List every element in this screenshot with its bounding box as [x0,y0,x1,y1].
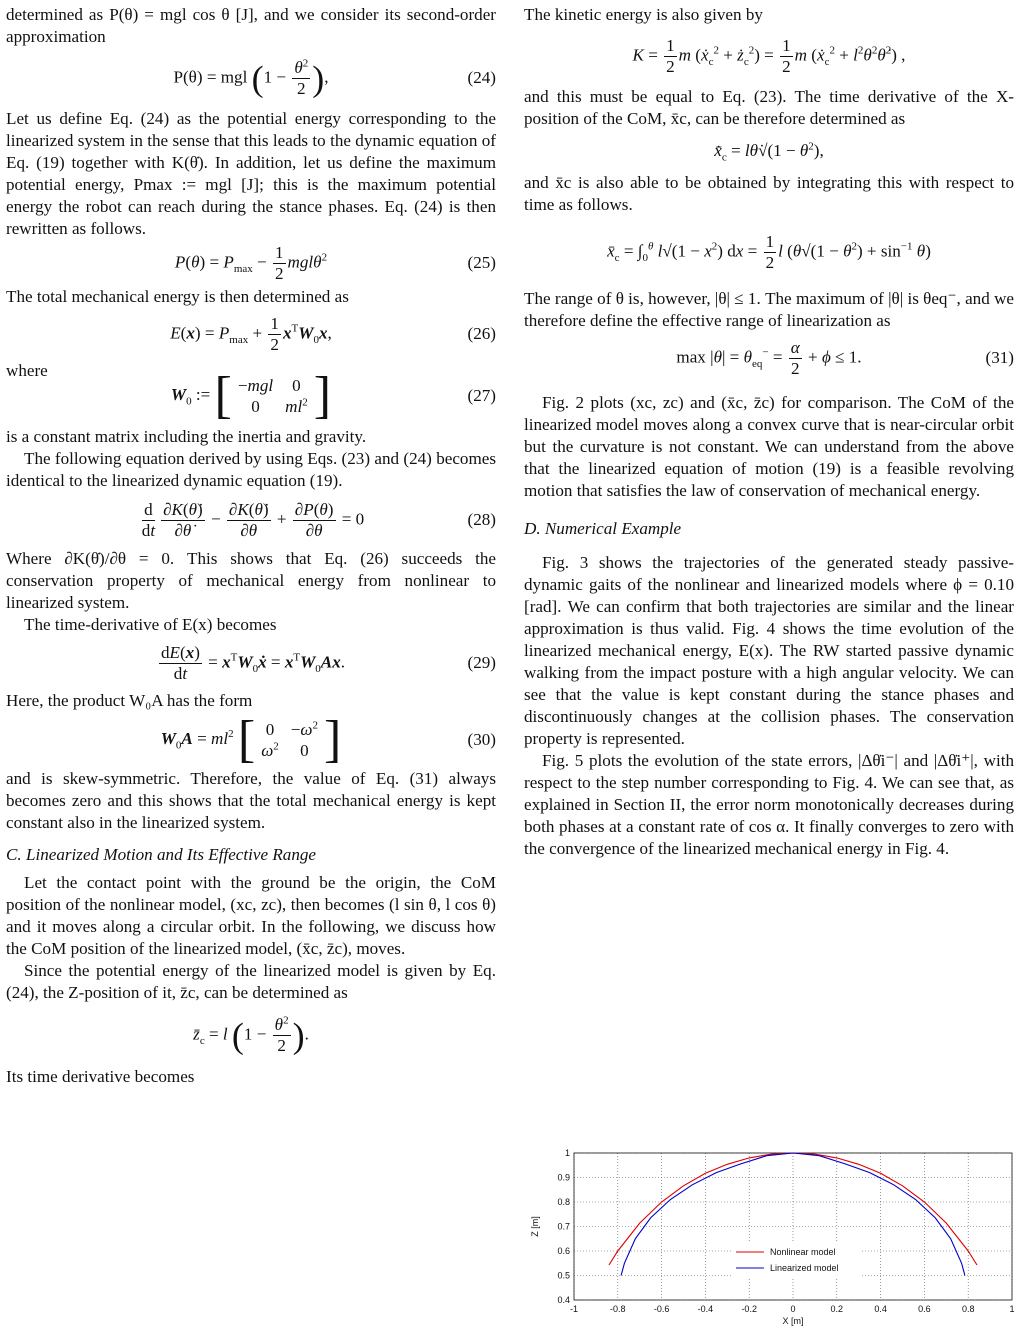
y-tick-label: 0.8 [557,1197,570,1207]
equation-25-number: (25) [467,253,496,272]
intro-paragraph: determined as P(θ) = mgl cos θ [J], and we consider its second-order approximation [6,5,496,46]
equation-kinetic: K = $\frac{1}{2}$ m (ẋ$_c^2$ + $ż_c^2$) = $\frac{1}{2}$ m (ẋ$_c^2$ + $l^2\theta^2\thetȧ^2$) , [632,35,906,76]
equation-28: $\frac{d}{dt}$ $\frac{\partial K(\thetȧ)}{\partial\thetȧ}$ − $\frac{\partial K(\thetȧ)}{\partial\theta}$ + $\frac{\partial P(\theta)}{\partial\theta}$ = 0 (28) [141,499,496,540]
x-tick-label: -0.6 [653,1304,670,1314]
equation-24-number: (24) [467,68,496,87]
equation-zc: $z̄_c = l$ (1 − $\frac{\theta^2}{2}$ ). [193,1013,309,1055]
equation-26-number: (26) [467,324,496,343]
x-axis-label: X [m] [782,1316,804,1326]
where-label: where [6,361,48,380]
equation-24 [6,48,496,108]
equation-30-number: (30) [467,730,496,749]
paragraph-fig5: Fig. 5 plots the evolution of the state errors, |Δθ̇i⁻| and |Δθ̇i⁺|, with respect to the step number corresponding to Fig. 4. We can see that, as explained in Section II, the error norm monotonically decreases during both phases at a constant rate of cos α. It finally converges to zero with the convergence of the linearized mechanical energy in Fig. 4. [524,751,1014,858]
paragraph-product: Here, the product W₀A has the form [6,691,253,710]
y-axis-label: Z [m] [530,1216,540,1237]
paragraph-fig3: Fig. 3 shows the trajectories of the generated steady passive-dynamic gaits of the nonlinear and linearized models where ϕ = 0.10 [rad]. We can confirm that both trajectories are similar and the linear approximation is thus valid. Fig. 4 shows the time evolution of the linearized mechanical energy, E(x). The RW started passive dynamic walking from the impact posture with a high angular velocity. We can see that the value is kept constant during the stance phases and discontinuously changes at the collision phases. The conservation property is represented. [524,553,1014,748]
com-trajectory-plot [524,1140,1014,1327]
x-tick-label: 1 [1009,1304,1015,1314]
paragraph-integrate: and x̄c is also able to be obtained by integrating this with respect to time as follows. [524,173,1014,214]
equation-27: $W_0$ := [ −mgl 0 0 $ml^2$ ] (27) [170,367,496,424]
equation-26: $E(x) = P_{max}$ + $\frac{1}{2}$ $x^TW_0x$, (26) [170,313,496,354]
x-tick-label: -0.2 [741,1304,757,1314]
y-tick-label: 0.4 [557,1295,570,1305]
equation-28-number: (28) [467,510,496,529]
left-column [6,0,496,1088]
equation-29-number: (29) [467,653,496,672]
equation-xc-integral: $x̄_c = \int_0^\theta$ $l√(1 - x^2)$ dx = $\frac{1}{2}$ l $(\theta√(1 - \theta^2) + \sin^{-1} \theta)$ [607,231,931,272]
paragraph-time-derivative: The time-derivative of E(x) becomes [24,615,277,634]
x-tick-label: 0.8 [961,1304,975,1314]
x-tick-label: -1 [569,1304,579,1314]
paragraph-constant-matrix: is a constant matrix including the inertia and gravity. [6,427,367,446]
y-tick-label: 1 [564,1148,570,1158]
y-tick-label: 0.9 [557,1172,570,1183]
paragraph-following: The following equation derived by using Eqs. (23) and (24) becomes identical to the linearized dynamic equation (19). [6,449,496,490]
y-tick-label: 0.7 [557,1221,570,1232]
equation-31: $\max |\theta| = \theta_{eq}^-$ = $\frac{\alpha}{2}$ + ϕ ≤ 1. (31) [676,337,1014,378]
equation-31-number: (31) [985,348,1014,367]
figure-2-chart [524,1140,1014,1327]
y-tick-label: 0.5 [557,1270,570,1281]
section-heading-c: C. Linearized Motion and Its Effective Range [6,845,317,864]
paragraph-range: The range of θ is, however, |θ| ≤ 1. The maximum of |θ| is θeq⁻, and we therefore define the effective range of linearization as [524,289,1014,330]
equation-25: $P(\theta) = P_{max}$ − $\frac{1}{2}$ mglθ$^2$ (25) [174,242,496,283]
x-tick-label: 0 [790,1304,796,1314]
x-tick-label: 0.2 [830,1304,844,1314]
paragraph-define-24: Let us define Eq. (24) as the potential energy corresponding to the linearized system in the sense that this leads to the dynamic equation of Eq. (19) together with K(θ̇). In addition, let us define the maximum potential energy, Pmax := mgl [J]; this is the maximum potential energy the robot can reach during the stance phases. Eq. (24) is then rewritten as follows. [6,109,496,238]
section-heading-d: D. Numerical Example [524,519,682,538]
paragraph-skew: and is skew-symmetric. Therefore, the value of Eq. (31) always becomes zero and this shows that the total mechanical energy is kept constant also in the linearized system. [6,769,496,832]
x-tick-label: -0.8 [610,1304,626,1314]
equation-29: $\frac{dE(x)}{dt}$ = $x^TW_0ẋ = x^TW_0Ax$. (29) [160,642,496,683]
paragraph-since: Since the potential energy of the linearized model is given by Eq. (24), the Z-position of it, z̄c, can be determined as [6,961,496,1002]
equation-24-body: P(θ) = mgl (1 − $\frac{\theta^2}{2}$ ), [173,56,329,98]
x-tick-label: 0.4 [874,1304,887,1314]
paragraph-where-partial: Where ∂K(θ̇)/∂θ = 0. This shows that Eq. (26) succeeds the conservation property of mechanical energy from nonlinear to linearized system. [6,549,496,612]
paragraph-contact: Let the contact point with the ground be the origin, the CoM position of the nonlinear model, (xc, zc), then becomes (l sin θ, l cos θ) and it moves along a circular orbit. In the following, we discuss how the CoM position of the linearized model, (x̄c, z̄c), moves. [6,873,496,958]
legend-entry: Nonlinear model [770,1247,836,1257]
paragraph-its-derivative: Its time derivative becomes [6,1067,195,1086]
paragraph-equal: and this must be equal to Eq. (23). The time derivative of the X-position of the CoM, x̄c, can be therefore determined as [524,87,1014,128]
equation-xc-dot: $x̄̇_c$ = lθ̇√(1 − $\theta^2$), [714,140,824,164]
paragraph-kinetic: The kinetic energy is also given by [524,5,763,24]
x-tick-label: -0.4 [697,1304,714,1314]
paragraph-fig2: Fig. 2 plots (xc, zc) and (x̄c, z̄c) for comparison. The CoM of the linearized model moves along a convex curve that is near-circular orbit but the curvature is not constant. We can understand from the above that the linearized equation of motion (19) is a feasible revolving motion that satisfies the law of conservation of mechanical energy. [524,393,1014,500]
legend-entry: Linearized model [770,1263,839,1273]
x-tick-label: 0.6 [918,1304,931,1314]
y-tick-label: 0.6 [557,1246,570,1256]
equation-30: $W_0A = ml^2$ [ 0 $-\omega^2$ $\omega^2$ 0 ] (30) [160,711,496,768]
equation-27-number: (27) [467,386,496,405]
paragraph-total-energy: The total mechanical energy is then determined as [6,287,349,306]
right-column [524,0,1014,860]
